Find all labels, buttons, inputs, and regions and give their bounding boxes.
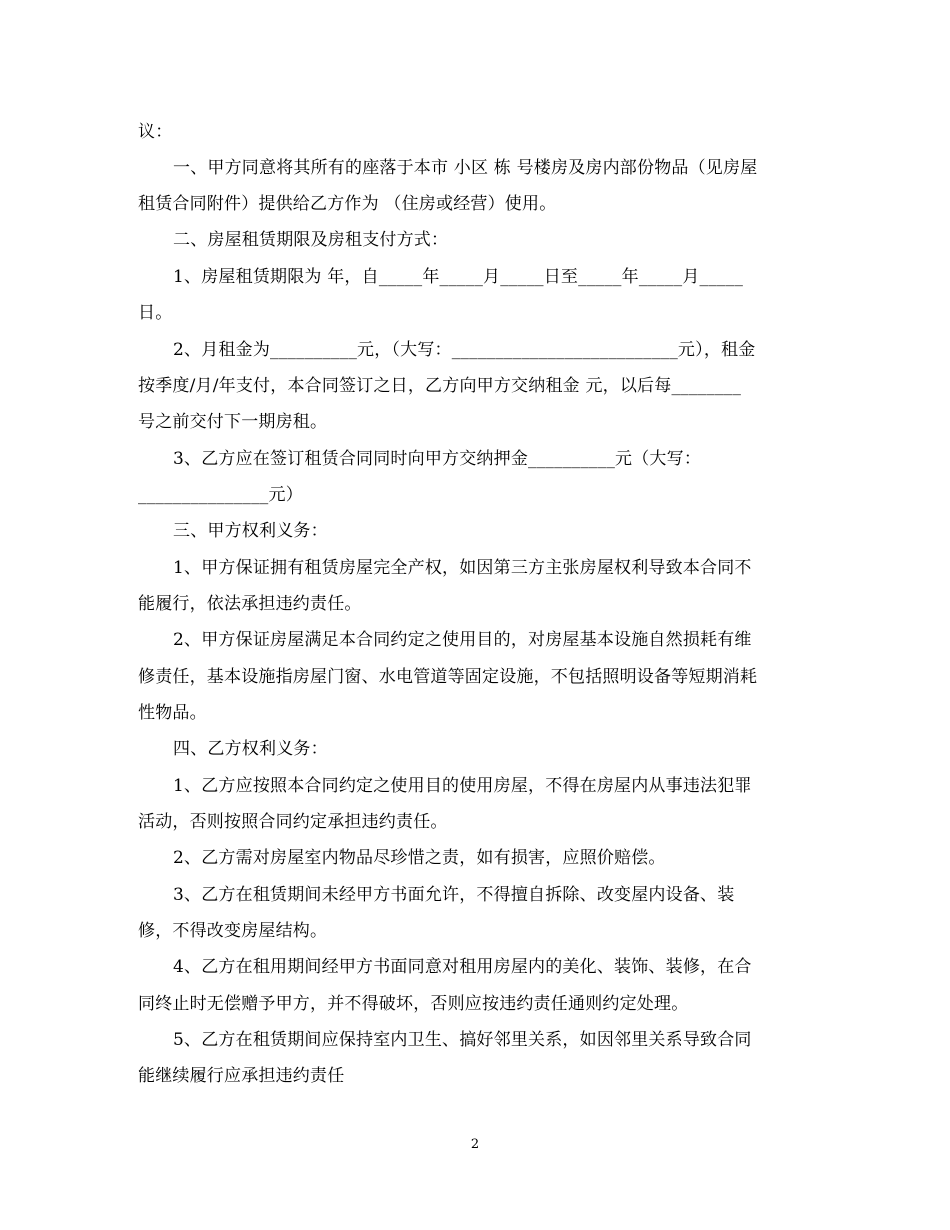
text-line: 1、房屋租赁期限为 年，自_____年_____月_____日至_____年_____月_____ <box>173 267 744 287</box>
text-line: 修，不得改变房屋结构。 <box>138 921 328 941</box>
text-line: _______________元） <box>138 485 303 505</box>
text-line: 租赁合同附件）提供给乙方作为 （住房或经营）使用。 <box>138 194 557 214</box>
page-number: 2 <box>470 1137 480 1152</box>
text-line: 1、甲方保证拥有租赁房屋完全产权，如因第三方主张房屋权利导致本合同不 <box>173 558 752 578</box>
text-line: 议： <box>138 122 173 142</box>
text-line: 2、乙方需对房屋室内物品尽珍惜之责，如有损害，应照价赔偿。 <box>173 848 666 868</box>
text-line: 四、乙方权利义务： <box>173 739 328 759</box>
text-line: 3、乙方在租赁期间未经甲方书面允许，不得擅自拆除、改变屋内设备、装 <box>173 885 735 905</box>
text-line: 号之前交付下一期房租。 <box>138 412 328 432</box>
text-line: 一、甲方同意将其所有的座落于本市 小区 栋 号楼房及房内部份物品（见房屋 <box>173 158 758 178</box>
text-line: 性物品。 <box>138 703 207 723</box>
text-line: 活动，否则按照合同约定承担违约责任。 <box>138 812 448 832</box>
text-line: 能继续履行应承担违约责任 <box>138 1066 345 1086</box>
text-line: 三、甲方权利义务： <box>173 521 328 541</box>
text-line: 1、乙方应按照本合同约定之使用目的使用房屋，不得在房屋内从事违法犯罪 <box>173 776 752 796</box>
text-line: 2、甲方保证房屋满足本合同约定之使用目的，对房屋基本设施自然损耗有维 <box>173 630 752 650</box>
text-line: 3、乙方应在签订租赁合同同时向甲方交纳押金__________元（大写： <box>173 449 702 469</box>
text-line: 同终止时无偿赠予甲方，并不得破坏，否则应按违约责任通则约定处理。 <box>138 994 689 1014</box>
text-line: 5、乙方在租赁期间应保持室内卫生、搞好邻里关系，如因邻里关系导致合同 <box>173 1030 752 1050</box>
text-line: 4、乙方在租用期间经甲方书面同意对租用房屋内的美化、装饰、装修，在合 <box>173 957 752 977</box>
text-line: 二、房屋租赁期限及房租支付方式： <box>173 230 449 250</box>
text-line: 修责任，基本设施指房屋门窗、水电管道等固定设施，不包括照明设备等短期消耗 <box>138 667 758 687</box>
text-line: 日。 <box>138 303 173 323</box>
text-line: 能履行，依法承担违约责任。 <box>138 594 362 614</box>
text-line: 按季度/月/年支付，本合同签订之日，乙方向甲方交纳租金 元，以后每________ <box>138 376 742 396</box>
text-line: 2、月租金为__________元，（大写：__________________________元），租金 <box>173 340 756 360</box>
